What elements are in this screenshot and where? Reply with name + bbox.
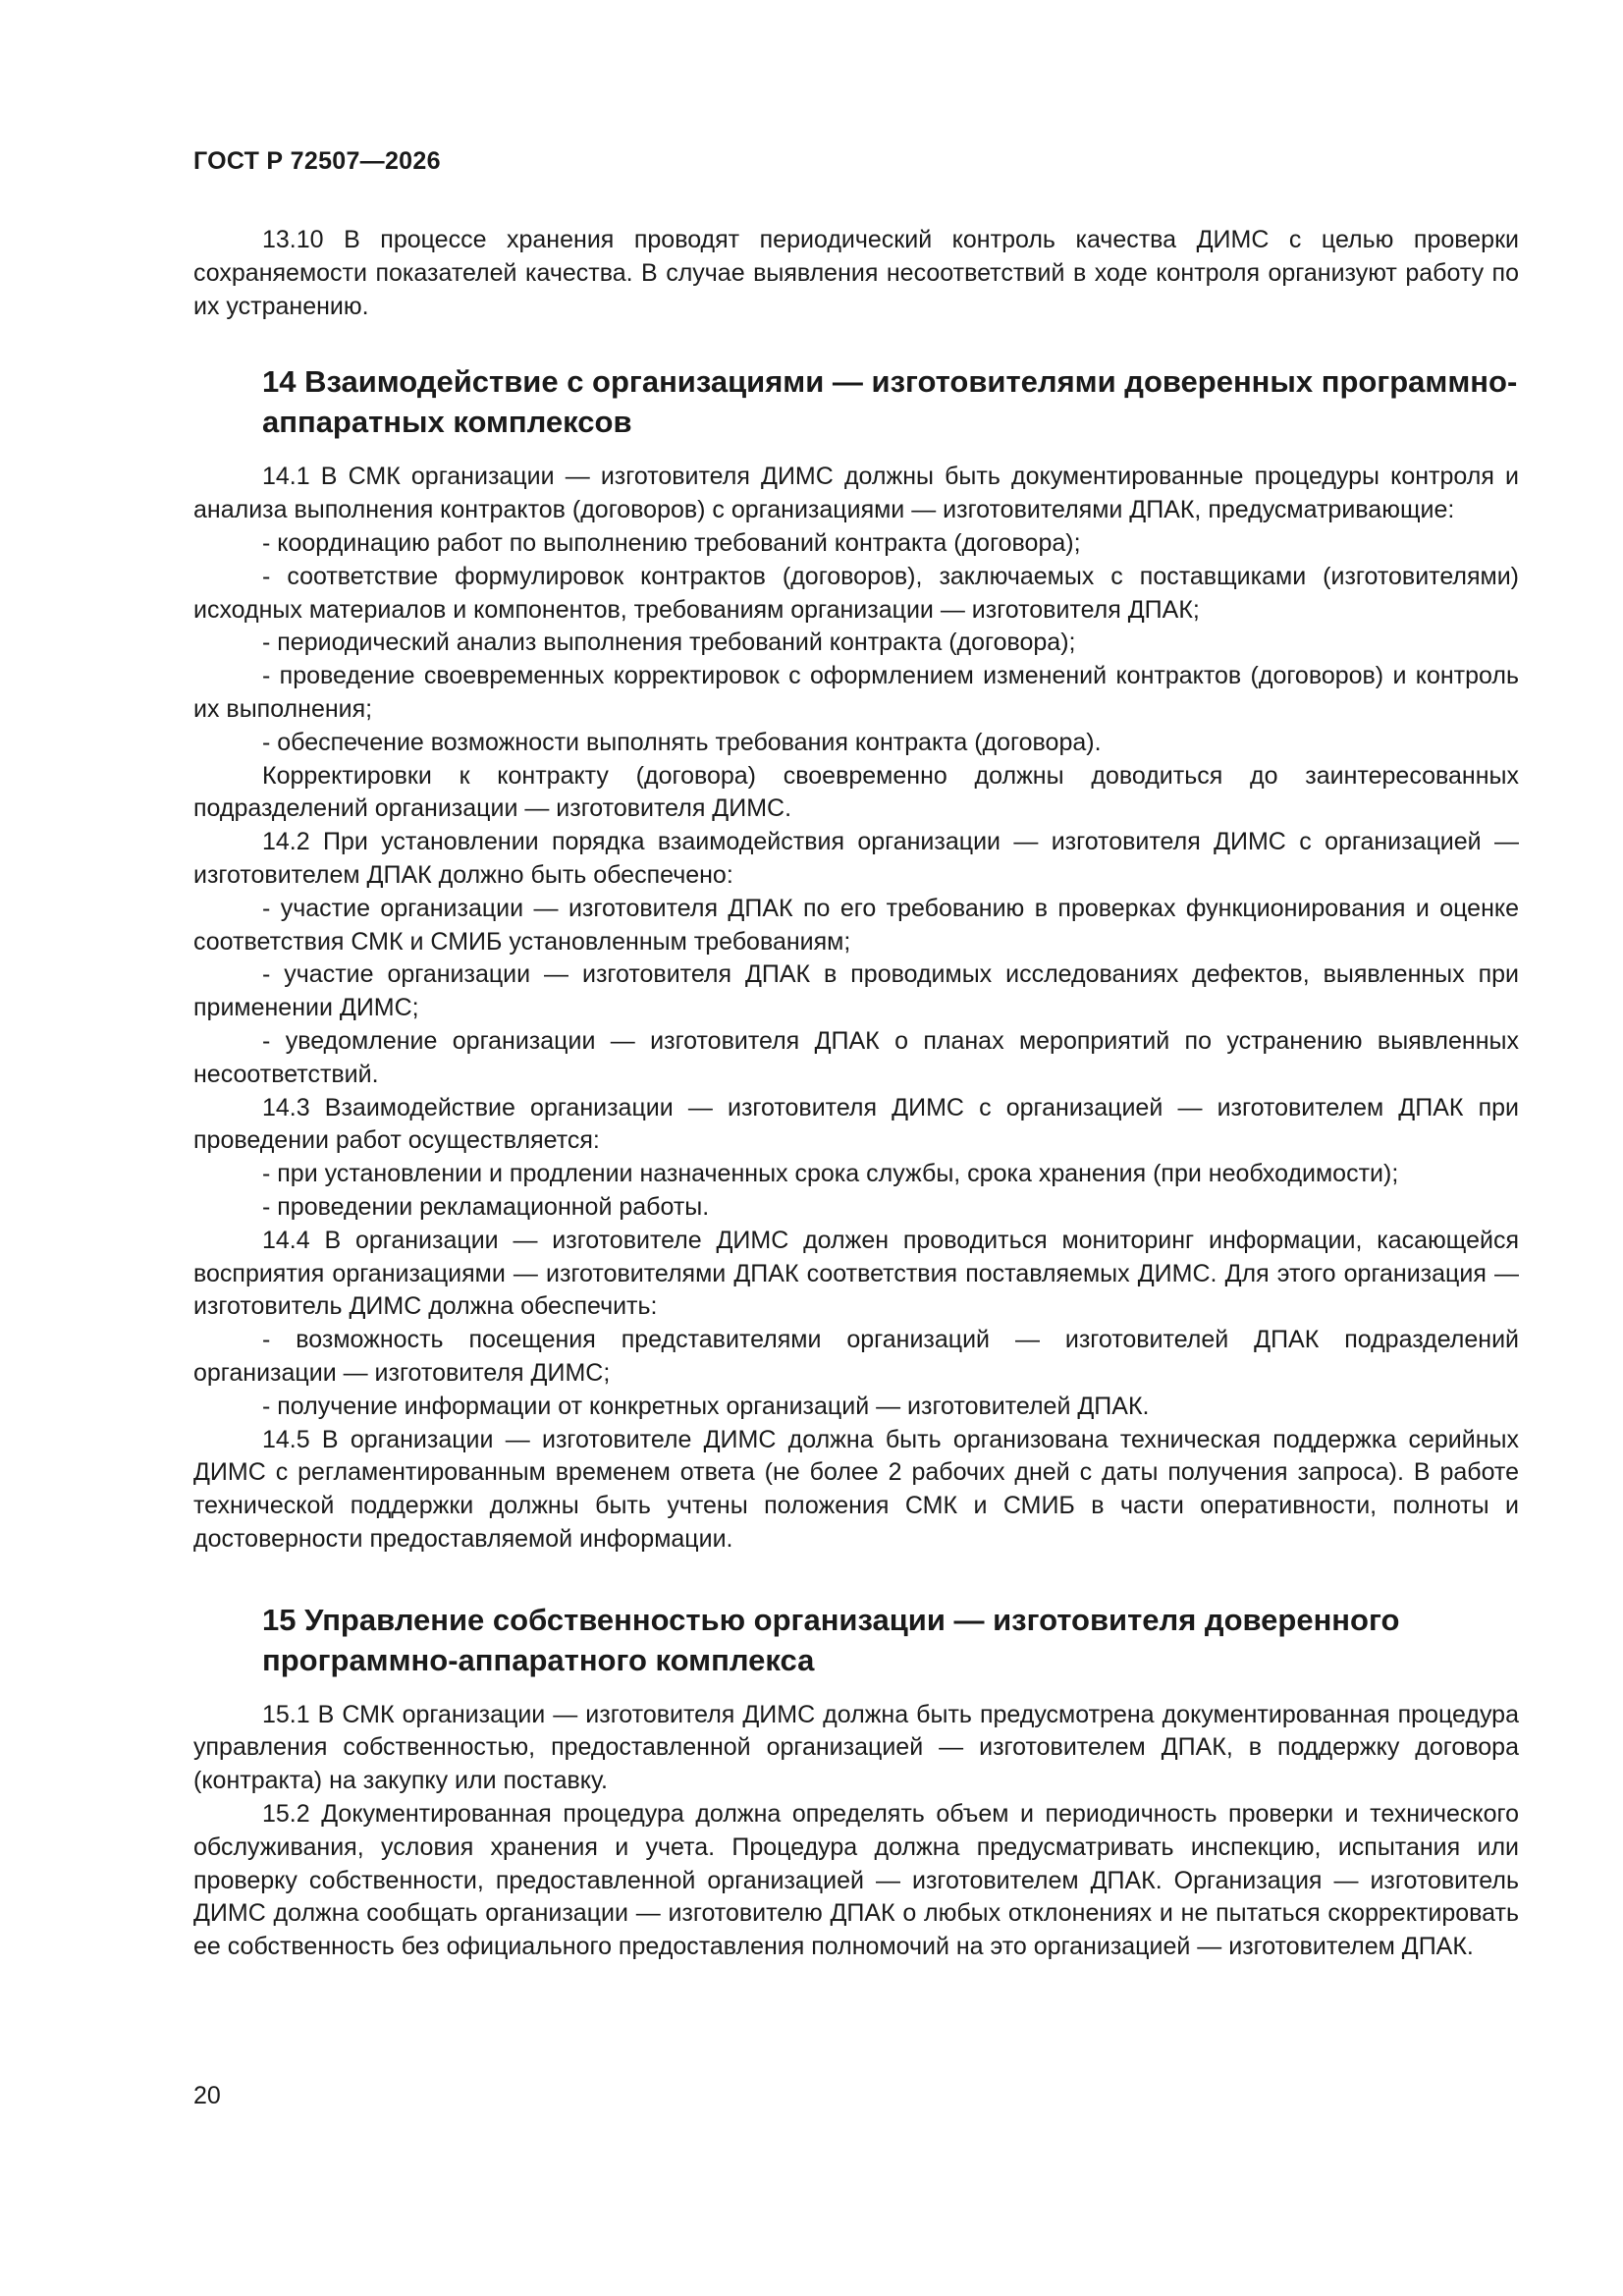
section-heading-15: 15 Управление собственностью организации — изготовителя доверенного программно-аппаратного комплекса xyxy=(262,1602,1400,1677)
paragraph-14-3: 14.3 Взаимодействие организации — изготовителя ДИМС с организацией — изготовителем ДПАК при проведении работ осуществляется: xyxy=(193,1093,1519,1155)
document-body xyxy=(193,224,1519,1964)
paragraph: Корректировки к контракту (договора) своевременно должны доводиться до заинтересованных подразделений организации — изготовителя ДИМС. xyxy=(193,761,1519,823)
standard-header: ГОСТ Р 72507—2026 xyxy=(193,147,441,175)
paragraph-14-2: 14.2 При установлении порядка взаимодействия организации — изготовителя ДИМС с организацией — изготовителем ДПАК должно быть обеспечено: xyxy=(193,828,1519,889)
list-item: - координацию работ по выполнению требований контракта (договора); xyxy=(262,528,1081,557)
list-item: - получение информации от конкретных организаций — изготовителей ДПАК. xyxy=(262,1392,1150,1420)
list-item: - периодический анализ выполнения требований контракта (договора); xyxy=(262,629,1076,657)
list-item: - соответствие формулировок контрактов (договоров), заключаемых с поставщиками (изготовителями) исходных материалов и компонентов, требованиям организации — изготовителя ДПАК; xyxy=(193,562,1519,624)
list-item: - участие организации — изготовителя ДПАК по его требованию в проверках функционирования и оценке соответствия СМК и СМИБ установленным требованиям; xyxy=(193,894,1519,956)
list-item: - проведение своевременных корректировок с оформлением изменений контрактов (договоров) и контроль их выполнения; xyxy=(193,662,1519,723)
list-item: - обеспечение возможности выполнять требования контракта (договора). xyxy=(262,728,1102,756)
paragraph-15-1: 15.1 В СМК организации — изготовителя ДИМС должна быть предусмотрена документированная процедура управления собственностью, предоставленной организацией — изготовителем ДПАК, в поддержку договора (контракта) на закупку или поставку. xyxy=(193,1700,1519,1795)
paragraph-13-10: 13.10 В процессе хранения проводят периодический контроль качества ДИМС с целью проверки сохраняемости показателей качества. В случае выявления несоответствий в ходе контроля организуют работу по их устранению. xyxy=(193,226,1519,320)
list-item: - участие организации — изготовителя ДПАК в проводимых исследованиях дефектов, выявленных при применении ДИМС; xyxy=(193,960,1519,1022)
list-item: - при установлении и продлении назначенных срока службы, срока хранения (при необходимости); xyxy=(262,1160,1399,1188)
paragraph-14-5: 14.5 В организации — изготовителе ДИМС должна быть организована техническая поддержка серийных ДИМС с регламентированным временем ответа (не более 2 рабочих дней с даты получения запроса). В работе технической поддержки должны быть учтены положения СМК и СМИБ в части оперативности, полноты и достоверности предоставляемой информации. xyxy=(193,1425,1519,1553)
section-heading-14: 14 Взаимодействие с организациями — изготовителями доверенных программно-аппаратных комплексов xyxy=(262,364,1518,440)
list-item: - уведомление организации — изготовителя ДПАК о планах мероприятий по устранению выявленных несоответствий. xyxy=(193,1026,1519,1088)
list-item: - возможность посещения представителями организаций — изготовителей ДПАК подразделений организации — изготовителя ДИМС; xyxy=(193,1326,1519,1387)
paragraph-15-2: 15.2 Документированная процедура должна определять объем и периодичность проверки и технического обслуживания, условия хранения и учета. Процедура должна предусматривать инспекцию, испытания или проверку собственности, предоставленной организацией — изготовителем ДПАК. Организация — изготовитель ДИМС должна сообщать организации — изготовителю ДПАК о любых отклонениях и не пытаться скорректировать ее собственность без официального предоставления полномочий на это организацией — изготовителем ДПАК. xyxy=(193,1800,1519,1961)
page-number: 20 xyxy=(193,2082,221,2109)
list-item: - проведении рекламационной работы. xyxy=(262,1192,710,1221)
paragraph-14-1: 14.1 В СМК организации — изготовителя ДИМС должны быть документированные процедуры контроля и анализа выполнения контрактов (договоров) с организациями — изготовителями ДПАК, предусматривающие: xyxy=(193,463,1519,524)
paragraph-14-4: 14.4 В организации — изготовителе ДИМС должен проводиться мониторинг информации, касающейся восприятия организациями — изготовителями ДПАК соответствия поставляемых ДИМС. Для этого организация — изготовитель ДИМС должна обеспечить: xyxy=(193,1226,1519,1321)
